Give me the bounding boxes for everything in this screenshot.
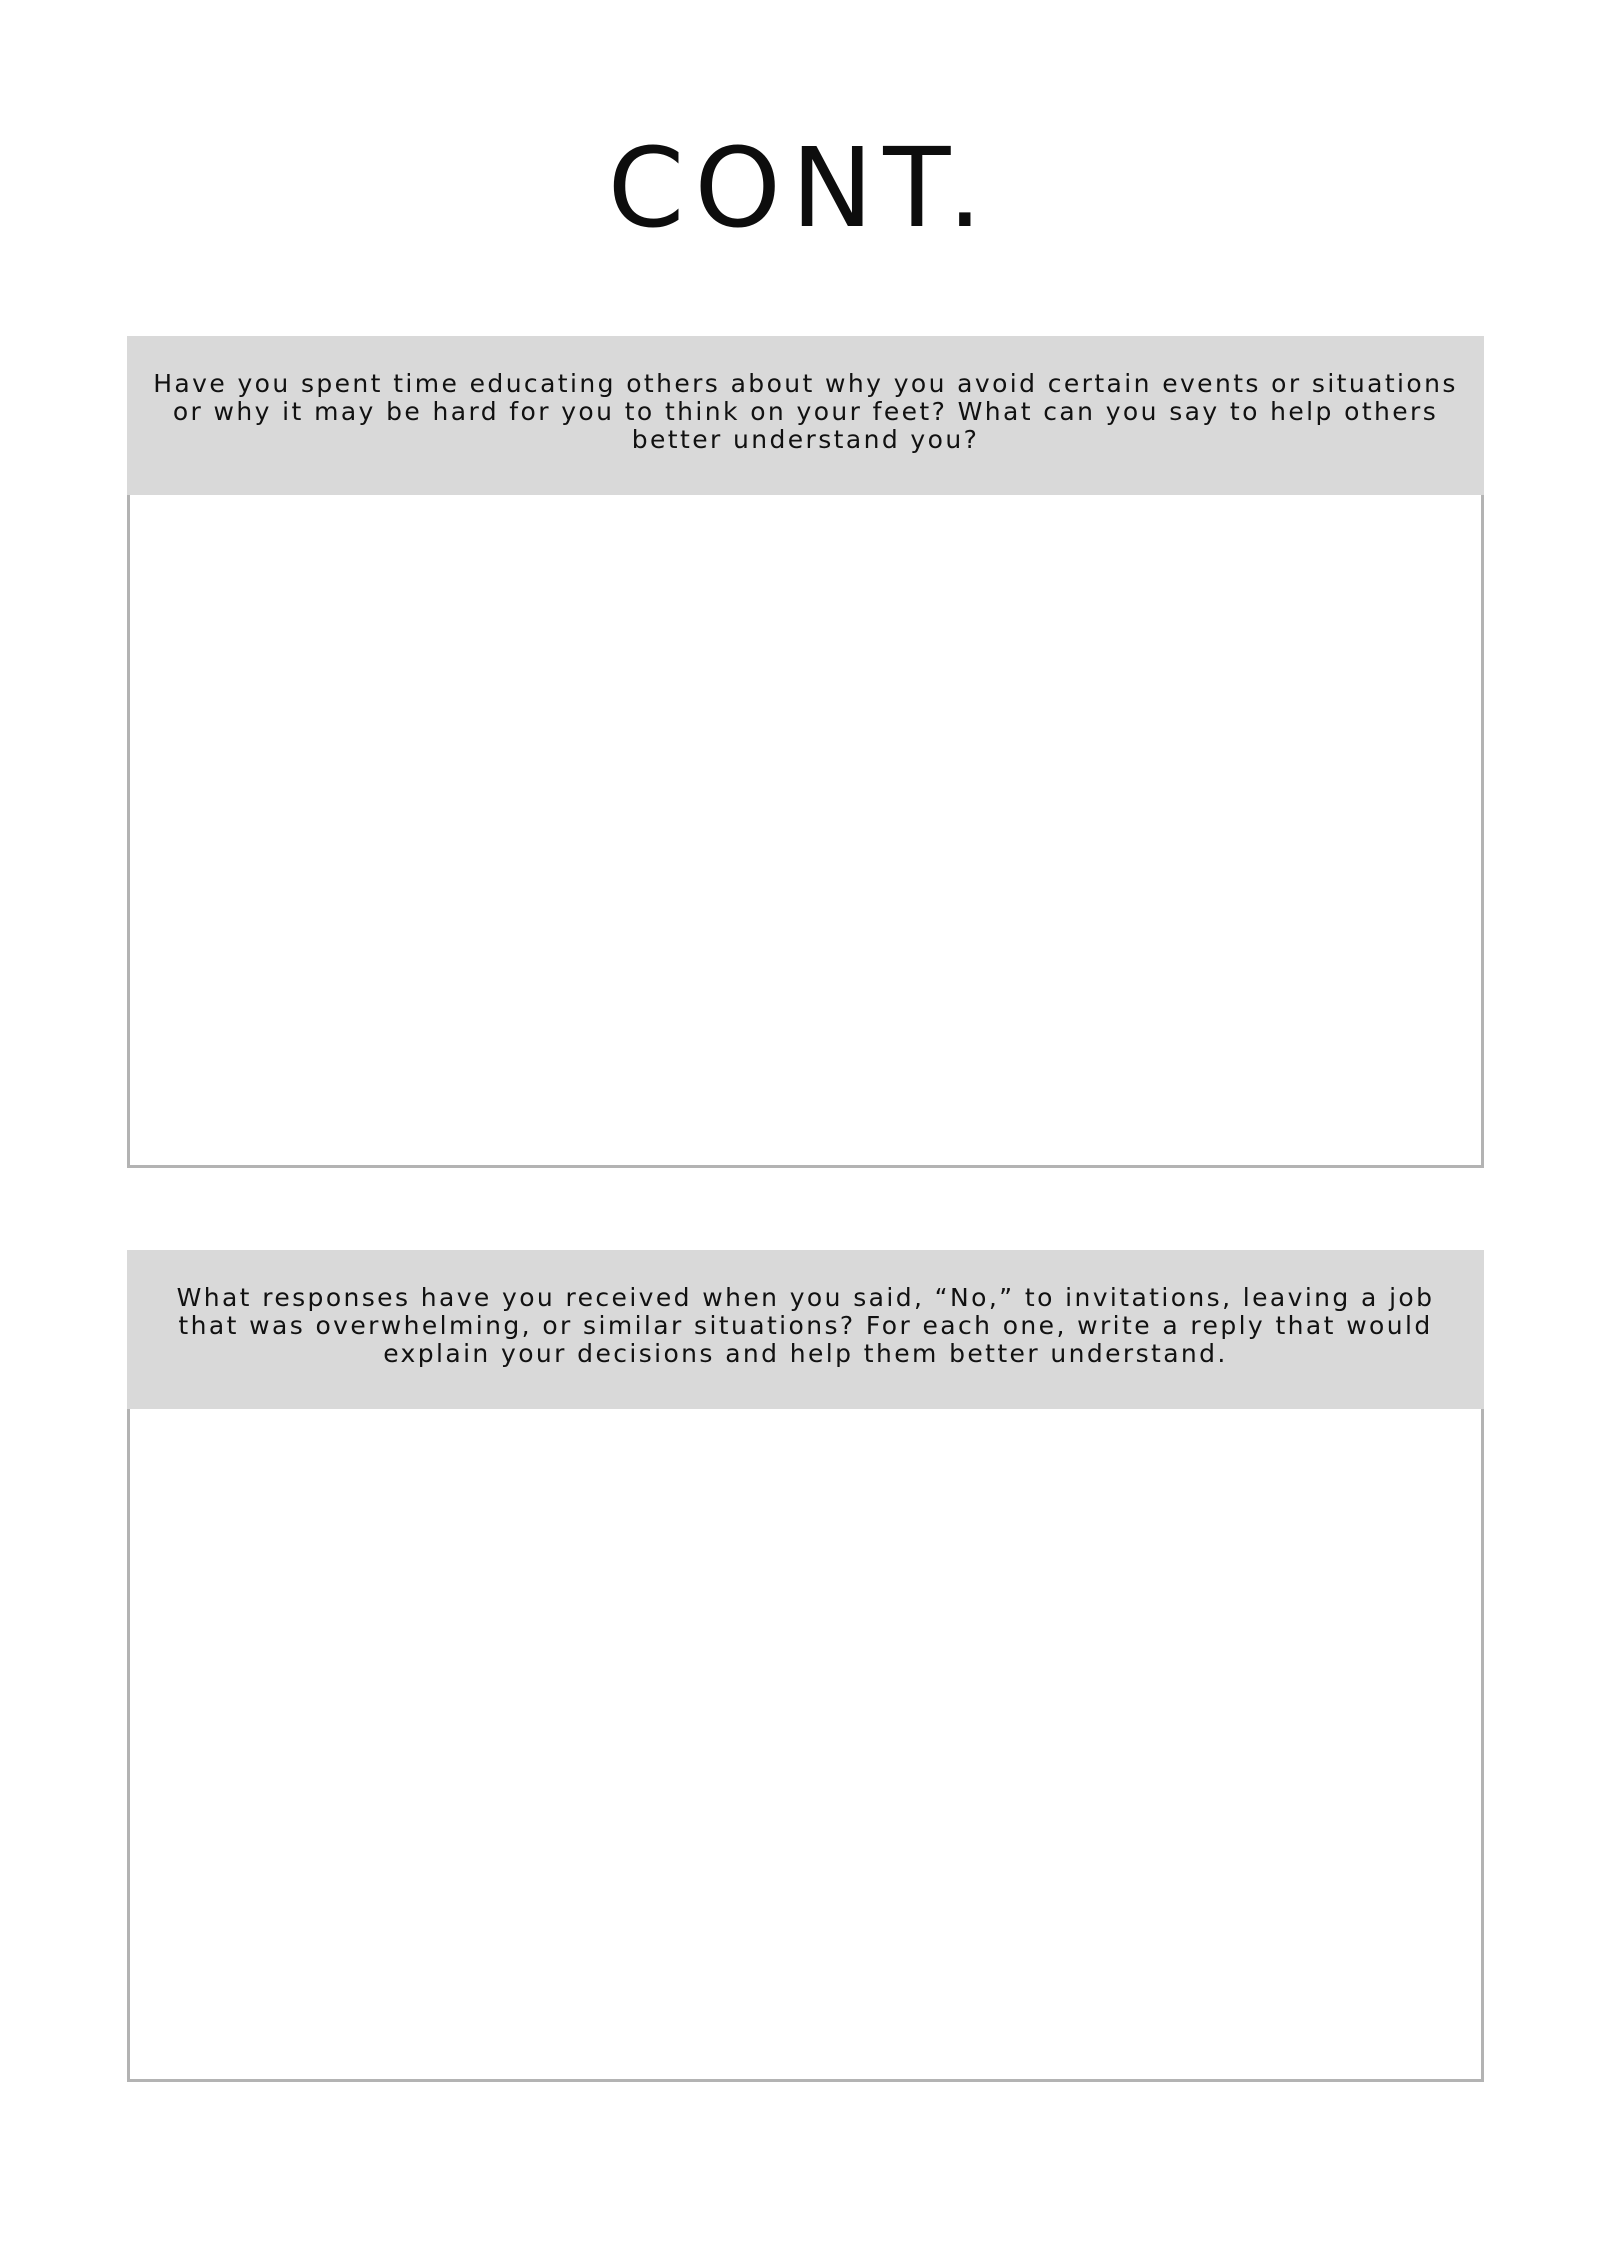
answer-box-2[interactable] <box>127 1409 1484 2082</box>
prompt-text-2: What responses have you received when you said, “No,” to invitations, leaving a job that was overwhelming, or similar situations? For each one, write a reply that would explain your decisions and help them better understand. <box>176 1283 1435 1368</box>
prompt-section-2 <box>127 1250 1484 2082</box>
prompt-text-1: Have you spent time educating others about why you avoid certain events or situations or why it may be hard for you to think on your feet? What can you say to help others better understand you? <box>153 369 1458 454</box>
answer-box-1[interactable] <box>127 495 1484 1168</box>
page-title: CONT. <box>607 124 993 252</box>
prompt-header-2 <box>127 1250 1484 1409</box>
prompt-section-1 <box>127 336 1484 1168</box>
prompt-header-1 <box>127 336 1484 495</box>
